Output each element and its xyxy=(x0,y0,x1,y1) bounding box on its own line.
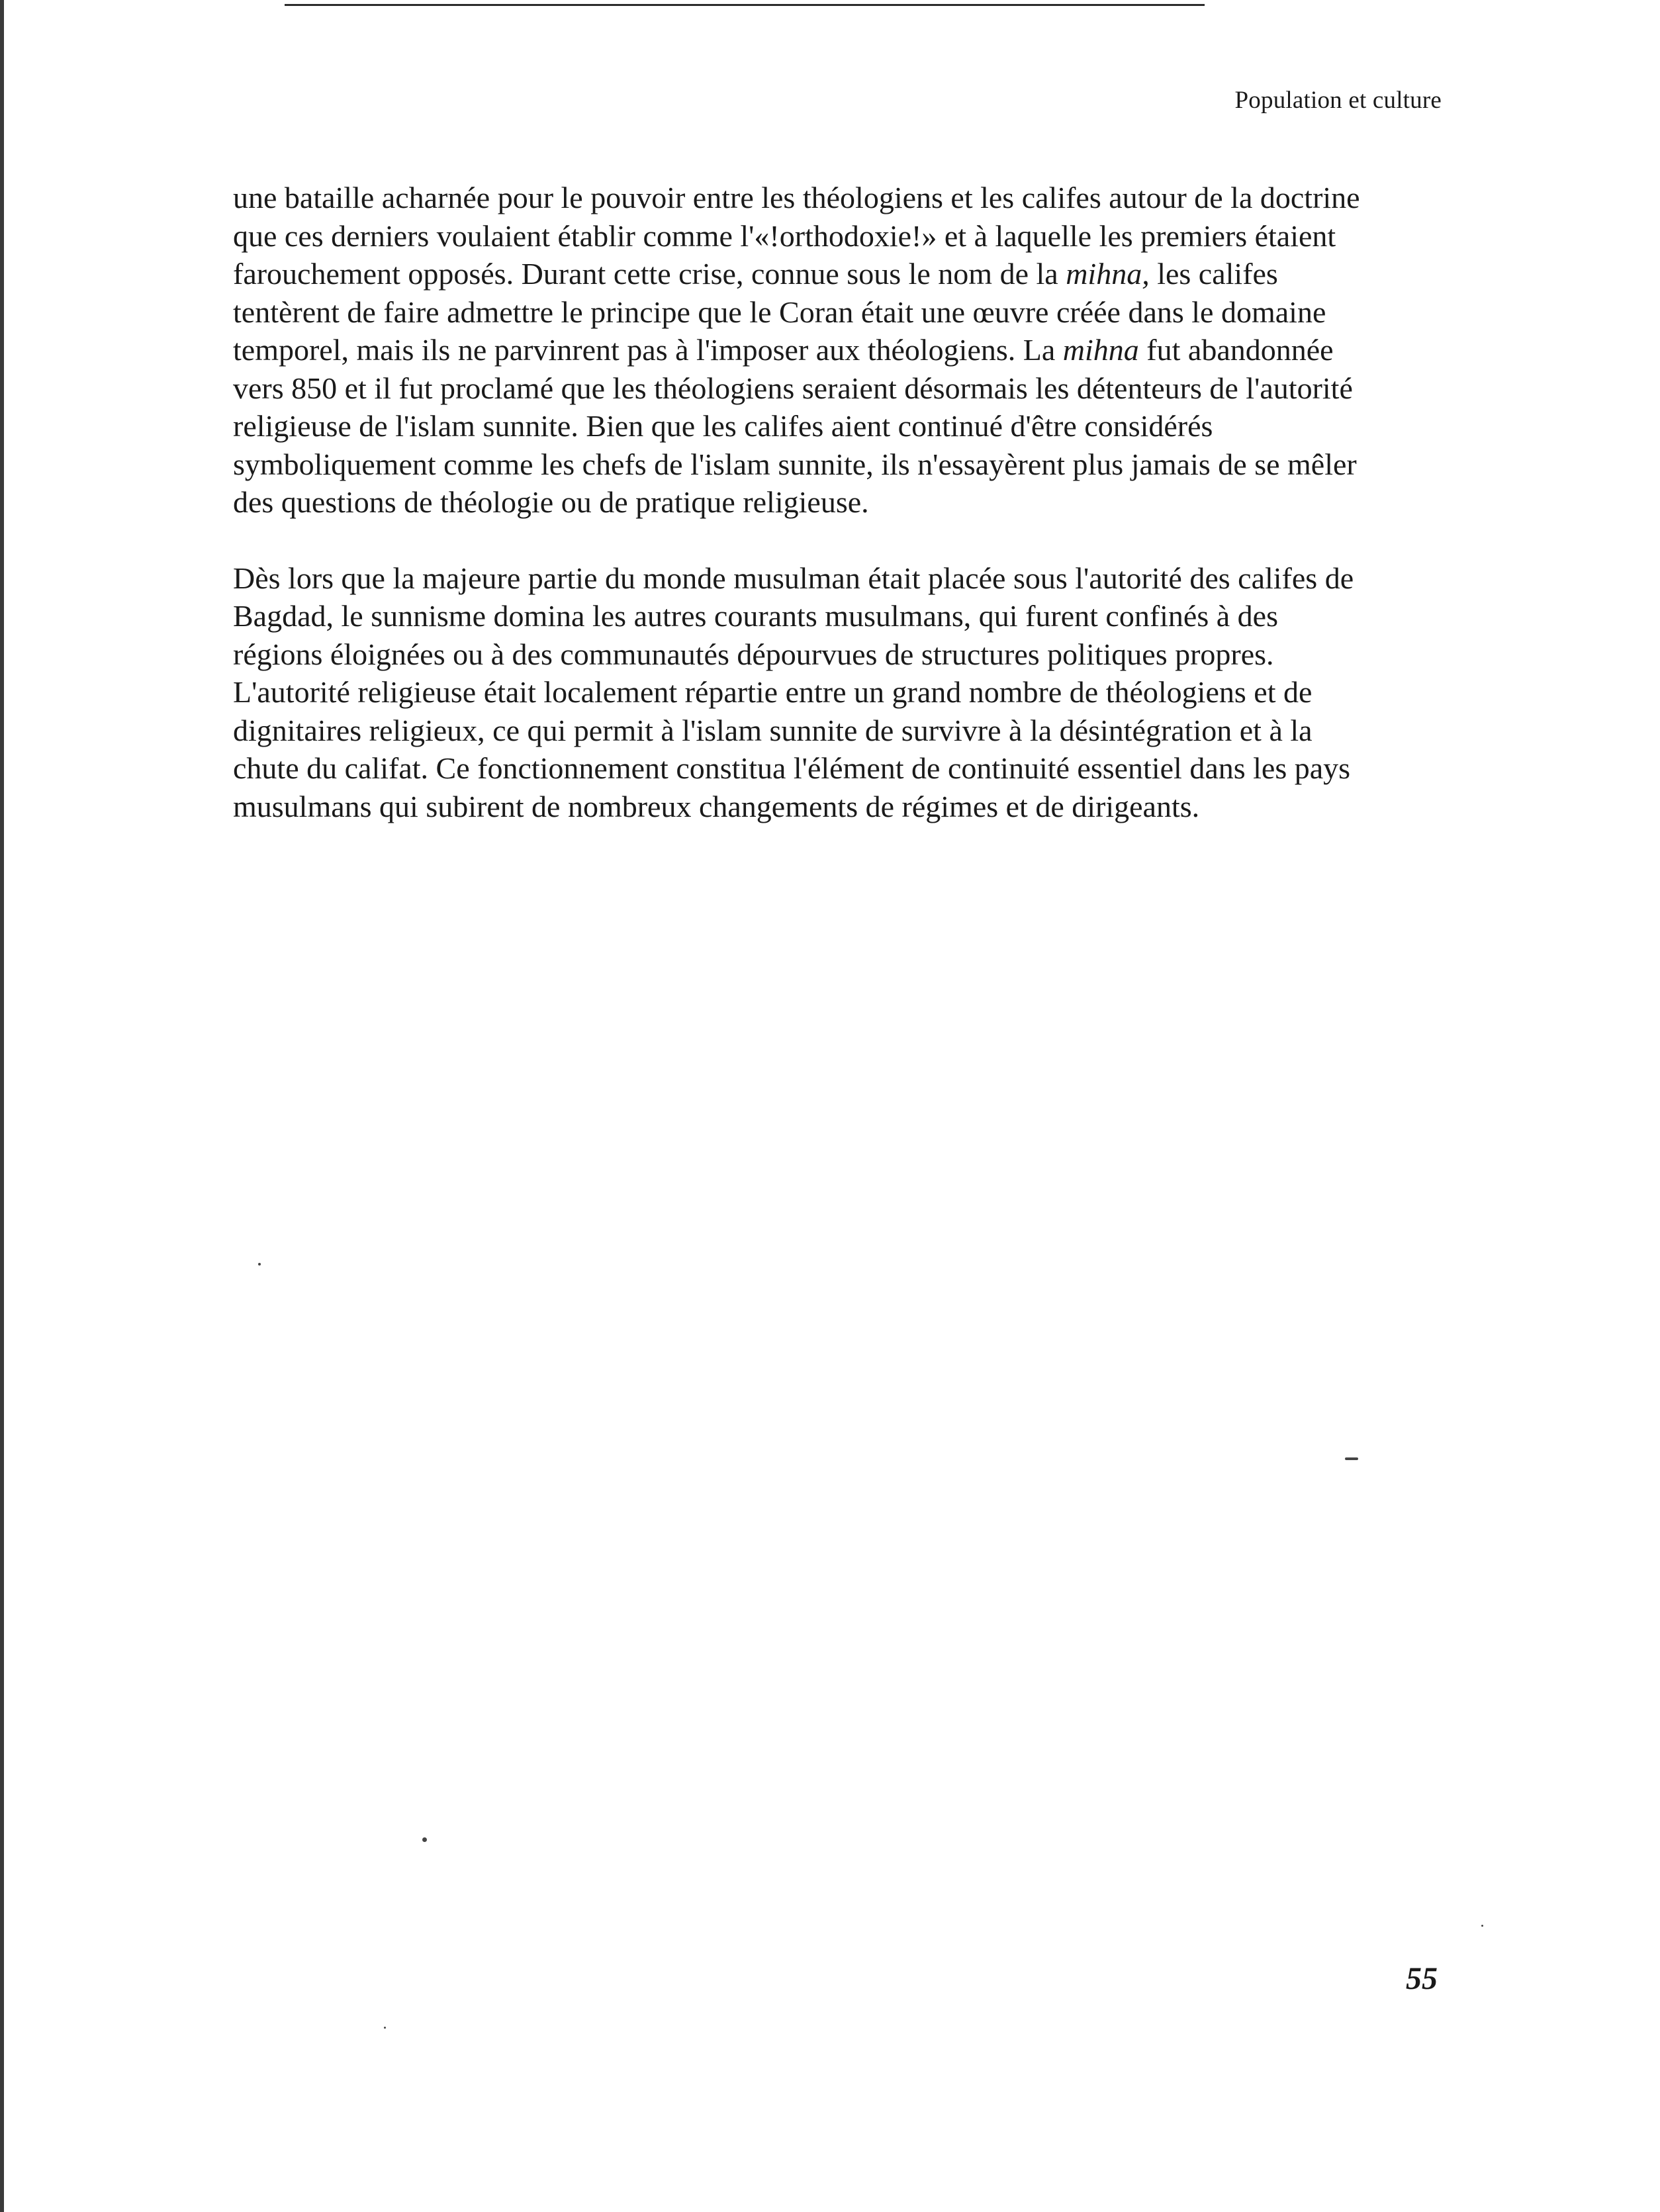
term-mihna: mihna, xyxy=(1066,257,1150,291)
line: religieuse de l'islam sunnite. Bien que les califes aient continué d'être considérés xyxy=(233,409,1213,443)
scan-speck xyxy=(384,2027,386,2029)
line: tentèrent de faire admettre le principe que le Coran était une œuvre créée dans le domaine xyxy=(233,295,1326,329)
line: vers 850 et il fut proclamé que les théologiens seraient désormais les détenteurs de l'autorité xyxy=(233,371,1353,405)
line: une bataille acharnée pour le pouvoir entre les théologiens et les califes autour de la doctrine xyxy=(233,181,1360,214)
scan-speck xyxy=(1481,1925,1483,1927)
line: farouchement opposés. Durant cette crise, connue sous le nom de la xyxy=(233,257,1066,291)
line: symboliquement comme les chefs de l'islam sunnite, ils n'essayèrent plus jamais de se mêler xyxy=(233,447,1357,481)
page-body xyxy=(233,179,1444,825)
paragraph-2 xyxy=(233,559,1444,826)
scan-left-edge xyxy=(0,0,4,2212)
line: chute du califat. Ce fonctionnement constitua l'élément de continuité essentiel dans les pays xyxy=(233,751,1351,785)
scan-top-line xyxy=(285,4,1205,6)
paragraph-1 xyxy=(233,179,1444,522)
scan-speck xyxy=(1345,1457,1358,1460)
running-head: Population et culture xyxy=(1234,87,1442,114)
page-number: 55 xyxy=(1406,1961,1438,1996)
line: régions éloignées ou à des communautés dépourvues de structures politiques propres. xyxy=(233,637,1274,671)
line: Dès lors que la majeure partie du monde musulman était placée sous l'autorité des califes de xyxy=(233,561,1354,595)
term-mihna: mihna xyxy=(1062,333,1139,367)
line: L'autorité religieuse était localement répartie entre un grand nombre de théologiens et de xyxy=(233,675,1313,709)
line: dignitaires religieux, ce qui permit à l'islam sunnite de survivre à la désintégration et à la xyxy=(233,713,1313,747)
line: temporel, mais ils ne parvinrent pas à l'imposer aux théologiens. La xyxy=(233,333,1063,367)
line: que ces derniers voulaient établir comme l'«!orthodoxie!» et à laquelle les premiers étaient xyxy=(233,218,1336,253)
line: les califes xyxy=(1149,257,1278,291)
line: musulmans qui subirent de nombreux changements de régimes et de dirigeants. xyxy=(233,789,1200,823)
line: des questions de théologie ou de pratique religieuse. xyxy=(233,485,869,519)
scan-speck xyxy=(258,1263,261,1266)
line: fut abandonnée xyxy=(1138,333,1334,367)
line: Bagdad, le sunnisme domina les autres courants musulmans, qui furent confinés à des xyxy=(233,599,1278,633)
scan-speck xyxy=(422,1837,427,1842)
